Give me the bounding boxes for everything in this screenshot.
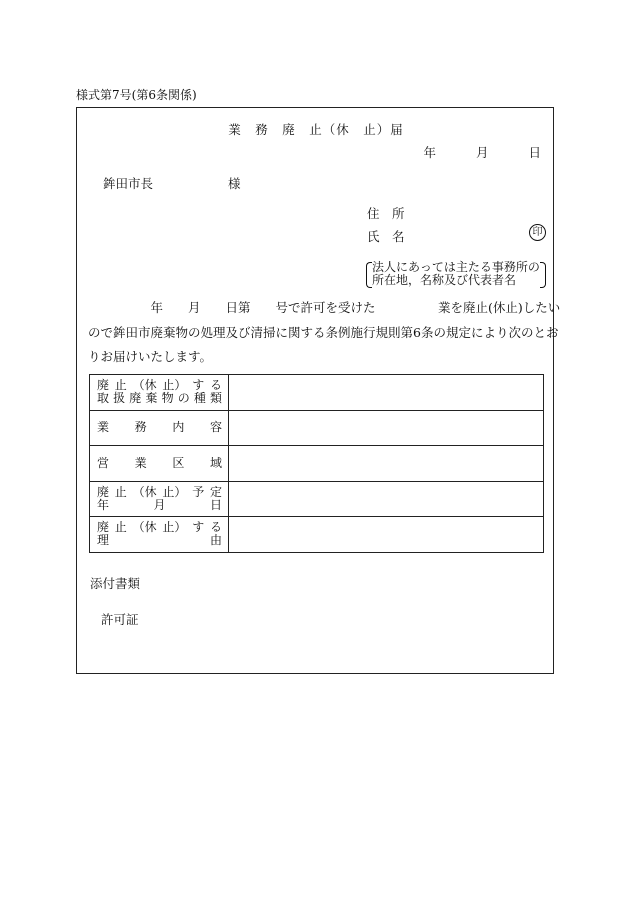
label-char: 区 — [172, 455, 185, 470]
table-row — [90, 481, 544, 517]
date-year-label: 年 — [423, 145, 437, 160]
table-row — [90, 410, 544, 446]
label-char: 内 — [172, 420, 185, 435]
label-char: 営 — [97, 455, 110, 470]
form-number-header: 様式第7号(第6条関係) — [76, 88, 197, 102]
label-char: 業 — [97, 420, 110, 435]
corp-note-line1: 法人にあっては主たる事務所の — [372, 260, 540, 274]
corp-note-line2: 所在地，名称及び代表者名 — [372, 273, 517, 287]
label-line — [97, 392, 222, 405]
date-month-label: 月 — [476, 145, 489, 160]
label-char: す — [192, 520, 205, 535]
address-label: 住 所 — [367, 206, 405, 221]
label-char: る — [209, 520, 222, 535]
label-char: す — [192, 378, 205, 393]
label-char: 棄 — [145, 391, 158, 406]
label-char: 務 — [134, 420, 147, 435]
label-char: 物 — [161, 391, 174, 406]
label-char: 定 — [209, 484, 222, 499]
table-row — [90, 446, 544, 482]
business-content-label — [90, 410, 229, 446]
waste-type-field[interactable] — [229, 375, 544, 411]
label-char: 止） — [162, 484, 187, 499]
left-bracket — [366, 262, 372, 288]
label-char: 廃 — [97, 520, 110, 535]
label-line — [97, 534, 222, 547]
label-line — [97, 521, 222, 534]
date-line — [424, 143, 541, 161]
form-frame — [76, 107, 561, 674]
label-char: 年 — [97, 497, 110, 512]
reason-label — [90, 517, 229, 553]
label-char: 月 — [153, 497, 166, 512]
label-char: 域 — [209, 455, 222, 470]
label-char: 業 — [134, 455, 147, 470]
label-char: （休 — [132, 520, 157, 535]
label-char: （休 — [132, 484, 157, 499]
right-bracket — [540, 262, 546, 288]
label-char: 取 — [97, 391, 110, 406]
document-title: 業 務 廃 止（休 止）届 — [228, 122, 404, 137]
label-line — [97, 486, 222, 499]
scheduled-date-label — [90, 481, 229, 517]
label-char: る — [209, 378, 222, 393]
corporation-note — [366, 261, 546, 287]
body-line-3: りお届けいたします。 — [88, 349, 213, 364]
notification-body — [88, 296, 561, 370]
label-char: 日 — [209, 497, 222, 512]
body-line-1: 年 月 日第 号で許可を受けた 業を廃止(休止)したい — [88, 300, 561, 315]
table-row — [90, 375, 544, 411]
addressee: 鉾田市長 様 — [103, 176, 241, 191]
label-line — [97, 499, 222, 512]
label-char: 由 — [209, 533, 222, 548]
label-line — [97, 457, 222, 470]
notification-table — [89, 374, 544, 553]
waste-type-label — [90, 375, 229, 411]
label-char: 止 — [114, 484, 127, 499]
label-char: 廃 — [129, 391, 142, 406]
label-char: 類 — [209, 391, 222, 406]
label-line — [97, 421, 222, 434]
seal-mark: 印 — [529, 224, 546, 241]
label-char: 止） — [162, 520, 187, 535]
label-char: 止） — [162, 378, 187, 393]
label-char: 容 — [209, 420, 222, 435]
name-label: 氏 名 — [367, 229, 405, 244]
business-area-field[interactable] — [229, 446, 544, 482]
scheduled-date-field[interactable] — [229, 481, 544, 517]
label-char: 廃 — [97, 378, 110, 393]
table-row — [90, 517, 544, 553]
business-content-field[interactable] — [229, 410, 544, 446]
reason-field[interactable] — [229, 517, 544, 553]
label-char: （休 — [132, 378, 157, 393]
label-char: 予 — [192, 484, 205, 499]
label-char: 種 — [193, 391, 206, 406]
body-line-2: ので鉾田市廃棄物の処理及び清掃に関する条例施行規則第6条の規定により次のとお — [88, 324, 559, 340]
date-day-label: 日 — [528, 145, 541, 160]
label-char: 廃 — [97, 484, 110, 499]
business-area-label — [90, 446, 229, 482]
attachment-item: 許可証 — [101, 612, 139, 627]
attachments-title: 添付書類 — [90, 576, 141, 591]
label-char: 止 — [114, 520, 127, 535]
label-char: 扱 — [113, 391, 126, 406]
label-char: 理 — [97, 533, 110, 548]
label-char: の — [177, 391, 190, 406]
label-char: 止 — [114, 378, 127, 393]
